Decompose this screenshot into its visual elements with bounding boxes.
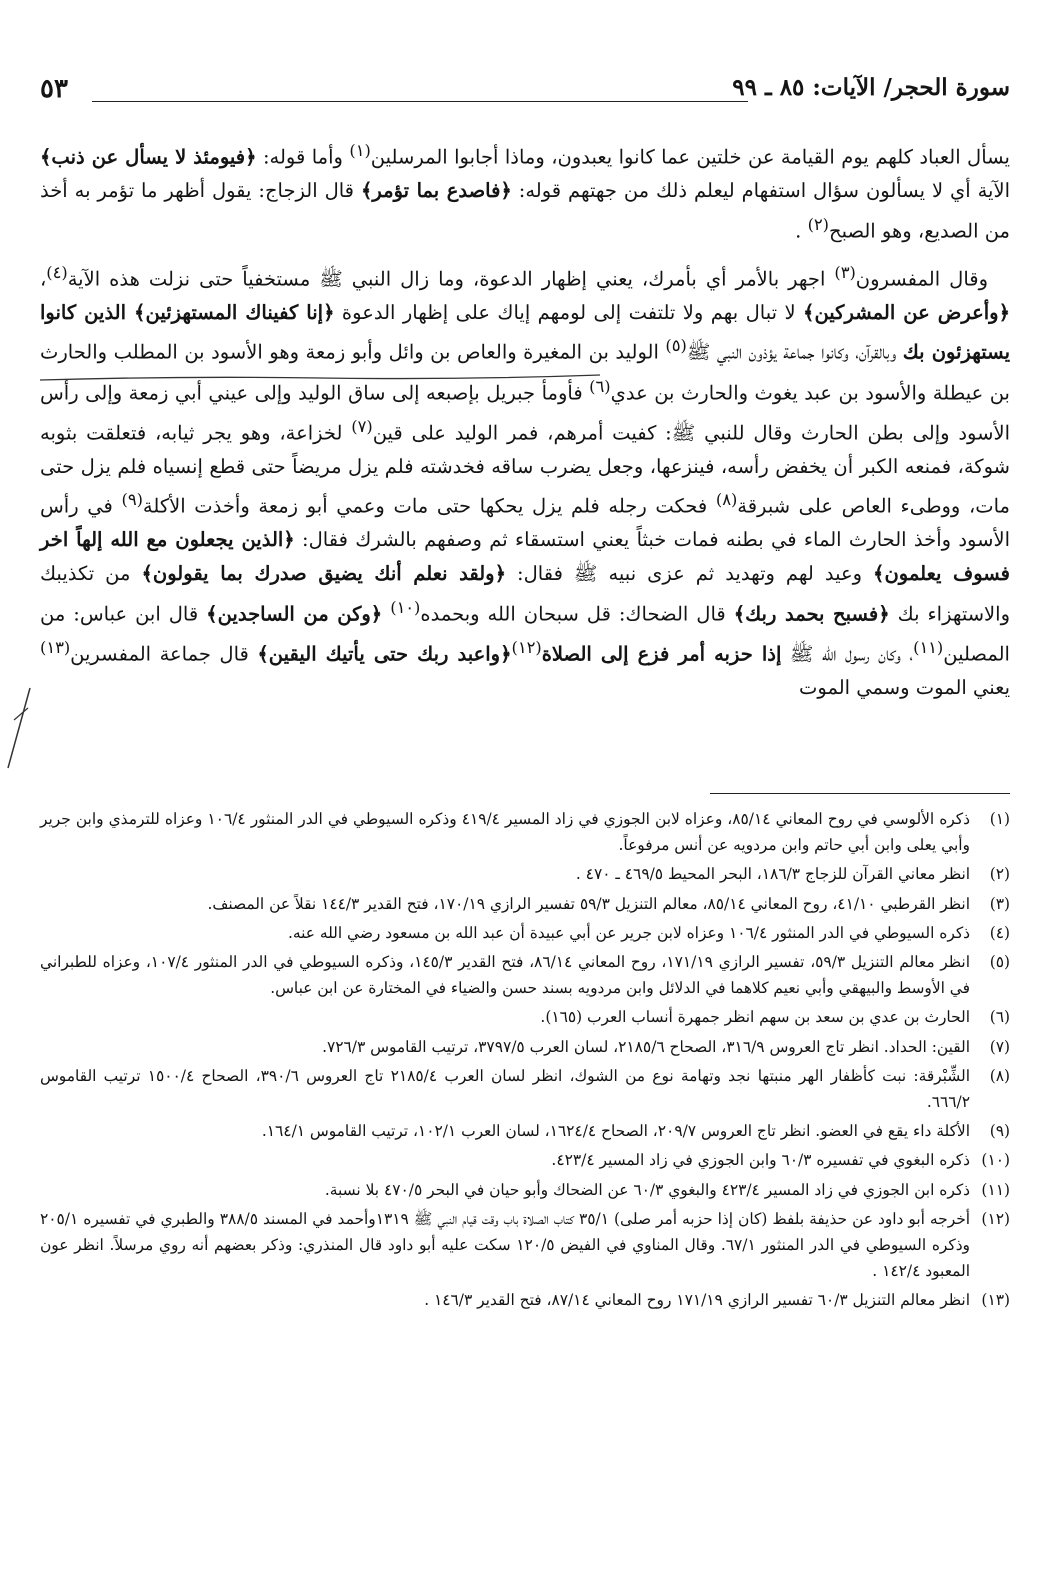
- footnote-number: (١٣): [981, 1291, 1010, 1310]
- text-run: ، وكان رسول الله ﷺ: [781, 642, 914, 666]
- text-run: قال الزجاج: يقول أظهر ما تؤمر به أخذ من الصديع، وهو الصبح: [40, 179, 1010, 243]
- text-run: لا تبال بهم ولا تلتفت إلى لومهم إياك على إظهار الدعوة: [334, 300, 804, 324]
- hadith-quote: إذا حزبه أمر فزع إلى الصلاة: [541, 642, 782, 666]
- footnote-item: [40, 891, 1010, 917]
- paragraph-2: [40, 256, 1010, 705]
- footnote-number: (٩): [989, 1122, 1010, 1141]
- text-run: ،: [40, 267, 47, 291]
- text-run: وبالقرآن، وكانوا جماعة يؤذون النبي ﷺ: [686, 340, 903, 364]
- footnote-ref: (٨): [715, 490, 738, 510]
- quran-quote: ﴿فيومئذ لا يسأل عن ذنب﴾: [40, 145, 257, 169]
- footnote-item: [40, 1004, 1010, 1030]
- page-number: ٥٣: [40, 74, 68, 104]
- footnote-number: (٢): [989, 865, 1010, 884]
- footnote-ref: (٥): [665, 336, 687, 356]
- footnote-text: ذكره الألوسي في روح المعاني ٨٥/١٤، وعزاه لابن الجوزي في زاد المسير ٤١٩/٤ وذكره السيوطي في الدر المنثور ١٠٦/٤ وعزاه للترمذي وابن جرير وأبي يعلى وابن أبي حاتم وابن مردويه عن أنس مرفوعاً.: [40, 810, 970, 855]
- footnote-number: (٥): [989, 953, 1010, 972]
- handwritten-underline: [40, 370, 600, 384]
- text-run: في رأس الأسود وأخذ الحارث الماء في بطنه فمات خبثاً يعني استسقاء ثم وصفهم بالشرك فقال:: [40, 494, 1010, 552]
- footnote-text: القين: الحداد. انظر تاج العروس ٣١٦/٩، الصحاح ٢١٨٥/٦، لسان العرب ٣٧٩٧/٥، ترتيب القاموس ٧٢٦/٣.: [322, 1037, 970, 1056]
- footnote-number: (١): [989, 810, 1010, 828]
- text-run: .: [795, 219, 808, 243]
- footnote-text: الأكلة داء يقع في العضو. انظر تاج العروس ٢٠٩/٧، الصحاح ١٦٢٤/٤، لسان العرب ١٠٢/١، ترتيب القاموس ١٦٤/١.: [261, 1122, 970, 1141]
- footnote-text: الحارث بن عدي بن سعد بن سهم انظر جمهرة أنساب العرب (١٦٥).: [540, 1008, 970, 1027]
- footnote-text: انظر معالم التنزيل ٥٩/٣، تفسير الرازي ١٧١/١٩، روح المعاني ٨٦/١٤، فتح القدير ١٤٥/٣، وذكره السيوطي في الدر المنثور ١٠٧/٤، وعزاه للطبراني في الأوسط والبيهقي وأبي نعيم كلاهما في الدلائل وابن مردويه بسند حسن والضياء في المختارة عن ابن عباس.: [40, 953, 970, 998]
- text-run: وأما قوله:: [256, 145, 350, 169]
- footnote-item: [40, 806, 1010, 858]
- footnote-ref: (١٣): [40, 637, 71, 657]
- footnote-number: (٦): [989, 1008, 1010, 1027]
- quran-quote: ﴿وكن من الساجدين﴾: [206, 602, 383, 626]
- header-rule: [92, 101, 748, 102]
- footnote-ref: (٧): [351, 416, 373, 436]
- footnote-item: [40, 1034, 1010, 1060]
- footnote-ref: (٢): [807, 214, 829, 234]
- footnote-item: [40, 949, 1010, 1001]
- text-run: وقال المفسرون: [855, 267, 988, 291]
- quran-quote: ﴿فاصدع بما تؤمر﴾: [360, 179, 512, 203]
- text-run: يسأل العباد كلهم يوم القيامة عن خلتين عما كانوا يعبدون، وماذا أجابوا المرسلين: [370, 145, 1010, 169]
- page-header: [40, 74, 1010, 114]
- footnote-text: انظر معاني القرآن للزجاج ١٨٦/٣، البحر المحيط ٤٦٩/٥ ـ ٤٧٠ .: [575, 865, 970, 884]
- quran-quote: ﴿فسبح بحمد ربك﴾: [733, 602, 890, 626]
- quran-quote: ﴿الذين يجعلون مع الله إلهاً اخر فسوف يعلمون﴾: [40, 528, 1010, 586]
- footnote-number: (١٠): [981, 1151, 1010, 1170]
- footnote-number: (٨): [989, 1066, 1010, 1085]
- footnote-ref: (١٢): [511, 637, 542, 657]
- footnote-ref: (٩): [121, 490, 143, 510]
- quran-quote: ﴿وأعرض عن المشركين﴾: [803, 300, 1010, 324]
- footnote-text: ذكره البغوي في تفسيره ٦٠/٣ وابن الجوزي في زاد المسير ٤٢٣/٤.: [551, 1151, 970, 1170]
- surah-title: سورة الحجر/ الآيات: ٨٥ ـ ٩٩: [732, 74, 1010, 101]
- text-run: من تكذيبك والاستهزاء بك: [40, 562, 1010, 626]
- text-run: فحكت رجله فلم يزل يحكها حتى مات وعمي أبو زمعة وأخذت الأكلة: [142, 494, 716, 518]
- quran-quote: ﴿واعبد ربك حتى يأتيك اليقين﴾: [257, 642, 512, 666]
- footnote-number: (٧): [989, 1037, 1010, 1056]
- footnote-item: [40, 1287, 1010, 1313]
- footnote-number: (٤): [989, 923, 1010, 942]
- paragraph-1: [40, 134, 1010, 248]
- footnote-ref: (٤): [46, 262, 68, 282]
- text-run: وعيد لهم وتهديد ثم عزى نبيه ﷺ فقال:: [506, 562, 874, 586]
- main-text: [40, 134, 1010, 712]
- text-run: قال ابن عباس: من المصلين: [40, 602, 1010, 666]
- footnote-ref: (١١): [913, 637, 944, 657]
- footnotes-section: [40, 806, 1010, 1317]
- text-run: قال الضحاك: قل سبحان الله وبحمده: [420, 602, 734, 626]
- footnote-text: انظر القرطبي ٤١/١٠، روح المعاني ٨٥/١٤، معالم التنزيل ٥٩/٣ تفسير الرازي ١٧٠/١٩، فتح القدير ١٤٤/٣ نقلاً عن المصنف.: [207, 894, 970, 913]
- footnote-item: [40, 1177, 1010, 1203]
- text-run: اجهر بالأمر أي بأمرك، يعني إظهار الدعوة، وما زال النبي ﷺ مستخفياً حتى نزلت هذه الآية: [67, 267, 835, 291]
- text-run: قال جماعة المفسرين: [70, 642, 258, 666]
- text-run: الوليد بن المغيرة والعاص بن وائل وأبو زمعة وهو الأسود بن المطلب والحارث بن عيطلة والأسود بن عبد يغوث والحارث بن عدي: [40, 340, 1010, 405]
- text-run: فأومأ جبريل بإصبعه إلى ساق الوليد وإلى عيني أبي زمعة وإلى رأس الأسود وإلى بطن الحارث وقال للنبي ﷺ: كفيت أمرهم، فمر الوليد على قين: [40, 381, 1011, 445]
- footnote-item: [40, 861, 1010, 887]
- footnote-item: [40, 1206, 1010, 1285]
- footnote-text: ذكره ابن الجوزي في زاد المسير ٤٢٣/٤ والبغوي ٦٠/٣ عن الضحاك وأبو حيان في البحر ٤٧٠/٥ بلا نسبة.: [324, 1180, 970, 1199]
- quran-quote: ﴿إنا كفيناك المستهزئين﴾ الذين كانوا يستهزئون بك: [40, 300, 1010, 364]
- footnote-item: [40, 1147, 1010, 1173]
- handwritten-margin-mark: [0, 680, 44, 770]
- footnote-text: الشِّبْرقة: نبت كأظفار الهر منبتها نجد وتهامة نوع من الشوك، انظر لسان العرب ٢١٨٥/٤ تاج العروس ٣٩٠/٦، الصحاح ١٥٠٠/٤ ترتيب القاموس ٦٦٦/٢.: [40, 1066, 971, 1112]
- footnote-ref: (١٠): [390, 597, 421, 617]
- footnote-ref: (٦): [589, 376, 611, 396]
- footnote-ref: (١): [349, 141, 371, 160]
- footnote-number: (١٢): [981, 1209, 1010, 1228]
- footnote-number: (٣): [989, 894, 1010, 913]
- footnote-text: أخرجه أبو داود عن حذيفة بلفظ (كان إذا حزبه أمر صلى) ٣٥/١ كتاب الصلاة باب وقت قيام النبي ﷺ ١٣١٩وأحمد في المسند ٣٨٨/٥ والطبري في تفسيره ٢٠٥/١ وذكره السيوطي في الدر المنثور ٦٧/١. وقال المناوي في الفيض ١٢٠/٥ سكت عليه أبو داود قال المنذري: وذكر بعضهم أنه روي مرسلاً. انظر عون المعبود ١٤٢/٤ .: [40, 1209, 970, 1281]
- footnote-text: انظر معالم التنزيل ٦٠/٣ تفسير الرازي ١٧١/١٩ روح المعاني ٨٧/١٤، فتح القدير ١٤٦/٣ .: [424, 1291, 970, 1310]
- footnote-item: [40, 1063, 1010, 1115]
- footnote-separator: [710, 793, 1010, 794]
- footnote-item: [40, 920, 1010, 946]
- footnote-number: (١١): [981, 1180, 1010, 1199]
- text-run: الآية أي لا يسألون سؤال استفهام ليعلم ذلك من جهتهم قوله:: [511, 179, 1011, 203]
- text-run: لخزاعة، وهو يجر ثيابه، فتعلقت بثوبه شوكة، فمنعه الكبر أن يخفض رأسه، فينزعها، وجعل يضرب ساقه فخدشته فلم يزل مريضاً حتى قطع إنسياه فلم يزل حتى مات، ووطىء العاص على شبرقة: [40, 421, 1010, 518]
- text-run: يعني الموت وسمي الموت: [799, 675, 1010, 699]
- footnote-ref: (٣): [834, 262, 856, 282]
- quran-quote: ﴿ولقد نعلم أنك يضيق صدرك بما يقولون﴾: [141, 562, 507, 586]
- footnote-text: ذكره السيوطي في الدر المنثور ١٠٦/٤ وعزاه لابن جرير عن أبي عبيدة أن عبد الله بن مسعود رضي الله عنه.: [287, 923, 970, 942]
- footnote-item: [40, 1118, 1010, 1144]
